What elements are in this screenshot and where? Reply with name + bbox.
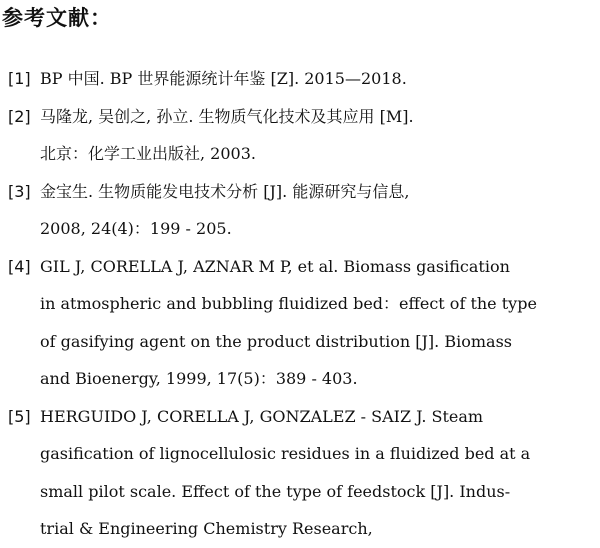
reference-item (8, 248, 596, 398)
reference-line: BP 中国. BP 世界能源统计年鉴 [Z]. 2015—2018. (40, 69, 407, 88)
reference-line: 北京：化学工业出版社, 2003. (40, 144, 256, 163)
reference-item (8, 173, 596, 248)
reference-line: gasification of lignocellulosic residues in a fluidized bed at a (40, 444, 531, 463)
reference-line: 马隆龙, 吴创之, 孙立. 生物质气化技术及其应用 [M]. (40, 106, 414, 126)
reference-number: [5] (8, 406, 31, 426)
reference-number: [4] (8, 256, 31, 276)
reference-line: trial & Engineering Chemistry Research, (40, 519, 373, 538)
reference-line: HERGUIDO J, CORELLA J, GONZALEZ - SAIZ J. Steam (40, 406, 484, 426)
reference-line: of gasifying agent on the product distribution [J]. Biomass (40, 331, 512, 351)
reference-item (8, 60, 596, 98)
reference-list (8, 60, 596, 548)
reference-number: [1] (8, 69, 31, 88)
reference-line: and Bioenergy, 1999, 17(5)：389 - 403. (40, 369, 358, 388)
reference-line: GIL J, CORELLA J, AZNAR M P, et al. Biomass gasification (40, 256, 510, 276)
reference-line: in atmospheric and bubbling fluidized bed：effect of the type (40, 294, 537, 313)
references-heading: 参考文献： (2, 6, 112, 30)
reference-item (8, 98, 596, 173)
reference-line: 金宝生. 生物质能发电技术分析 [J]. 能源研究与信息, (40, 181, 410, 201)
reference-number: [2] (8, 106, 31, 126)
reference-line: 2008, 24(4)：199 - 205. (40, 219, 232, 238)
reference-item (8, 398, 596, 548)
reference-number: [3] (8, 181, 31, 201)
reference-line: small pilot scale. Effect of the type of feedstock [J]. Indus- (40, 481, 511, 501)
